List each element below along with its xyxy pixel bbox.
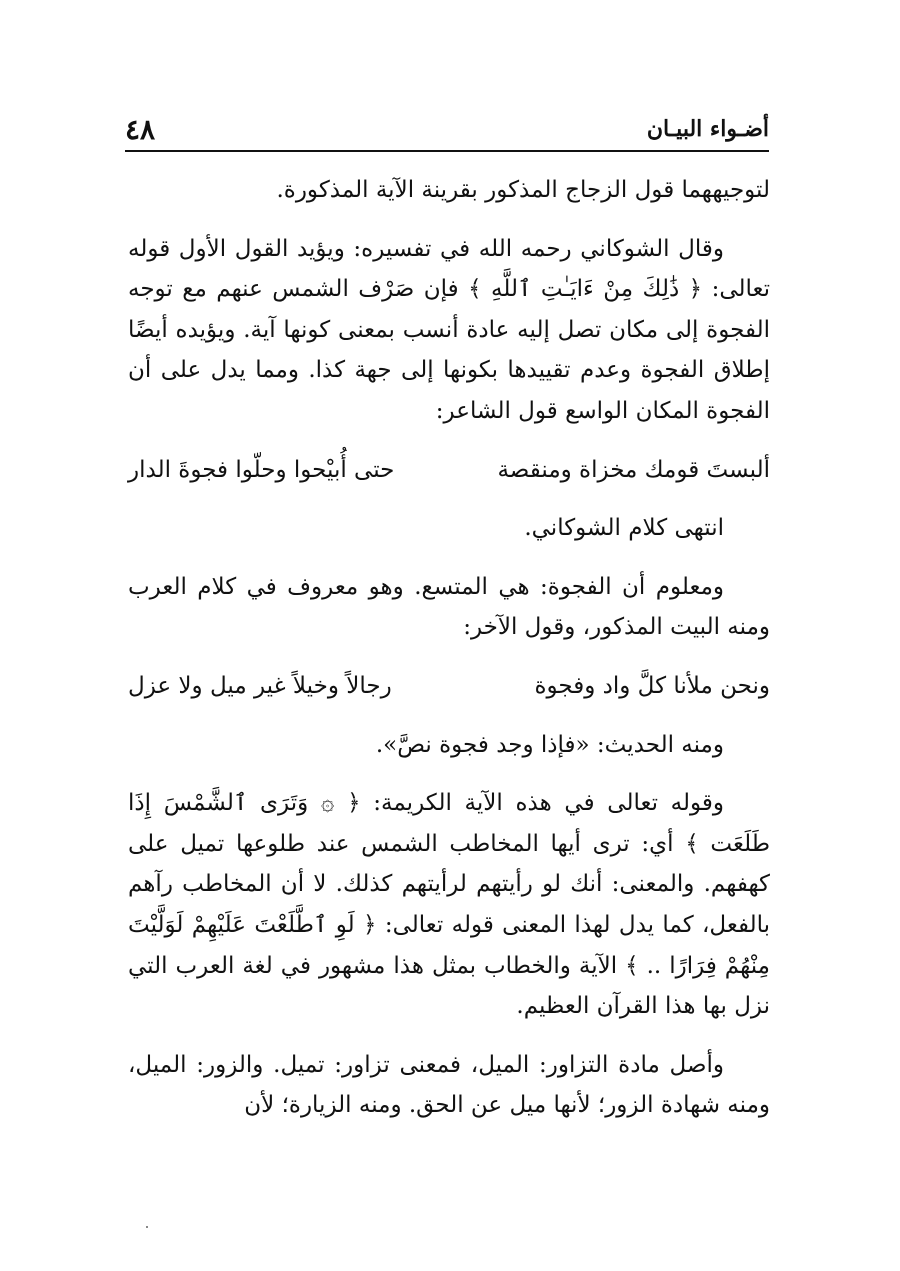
paragraph-2	[128, 229, 770, 432]
paragraph-5: ومنه الحديث: «فإذا وجد فجوة نصَّ».	[375, 731, 724, 758]
quran-quote-1: ﴿ ذَٰلِكَ مِنْ ءَايَـٰتِ ٱللَّهِ ﴾	[468, 276, 703, 303]
paragraph-6	[128, 783, 770, 1027]
verse-1-second-hemistich: حتى أُبيْحوا وحلّوا فجوةَ الدار	[128, 456, 395, 483]
paragraph-2-text-b: فإن صَرْف الشمس عنهم مع توجه الفجوة إلى مكان تصل إليه عادة أنسب بمعنى كونها آية. ويؤيده أيضًا إطلاق الفجوة وعدم تقييدها بكونها إلى جهة كذا. ومما يدل على أن الفجوة المكان الواسع قول الشاعر:	[128, 276, 770, 424]
verse-2-second-hemistich: رجالاً وخيلاً غير ميل ولا عزل	[128, 672, 392, 699]
paragraph-1: لتوجيههما قول الزجاج المذكور بقرينة الآية المذكورة.	[276, 177, 770, 203]
page-number: ٤٨	[125, 112, 156, 146]
paragraph-6-text-b: أي: ترى أيها المخاطب الشمس عند طلوعها تميل على كهفهم. والمعنى: أنك لو رأيتهم لرأيتهم كذلك. لا أن المخاطب رآهم بالفعل، كما يدل لهذا المعنى قوله تعالى:	[128, 830, 770, 938]
scan-speck	[146, 1226, 148, 1228]
quran-quote-3: ﴿ لَوِ ٱطَّلَعْتَ عَلَيْهِمْ لَوَلَّيْتَ مِنْهُمْ فِرَارًا .. ﴾	[128, 911, 770, 979]
paragraph-6-text-c: الآية والخطاب بمثل هذا مشهور في لغة العرب التي نزل بها هذا القرآن العظيم.	[128, 952, 770, 1020]
paragraph-2-text-a: وقال الشوكاني رحمه الله في تفسيره: ويؤيد القول الأول قوله تعالى:	[128, 235, 770, 303]
paragraph-4: ومعلوم أن الفجوة: هي المتسع. وهو معروف في كلام العرب ومنه البيت المذكور، وقول الآخر:	[128, 573, 770, 641]
quran-quote-2: ﴿ ۞ وَتَرَى ٱلشَّمْسَ إِذَا طَلَعَت ﴾	[128, 790, 770, 857]
poem-verse-1	[128, 450, 770, 491]
paragraph-6-text-a: وقوله تعالى في هذه الآية الكريمة:	[360, 790, 724, 817]
paragraph-7: وأصل مادة التزاور: الميل، فمعنى تزاور: تميل. والزور: الميل، ومنه شهادة الزور؛ لأنها ميل عن الحق. ومنه الزيارة؛ لأن	[128, 1051, 770, 1119]
page-body	[128, 170, 770, 1144]
paragraph-3: انتهى كلام الشوكاني.	[524, 515, 724, 542]
poem-verse-2	[128, 666, 770, 707]
running-title: أضـواء البيـان	[646, 116, 769, 142]
verse-2-first-hemistich: ونحن ملأنا كلَّ واد وفجوة	[534, 672, 770, 699]
page-header	[125, 108, 769, 152]
verse-1-first-hemistich: ألبستَ قومك مخزاة ومنقصة	[497, 456, 770, 483]
